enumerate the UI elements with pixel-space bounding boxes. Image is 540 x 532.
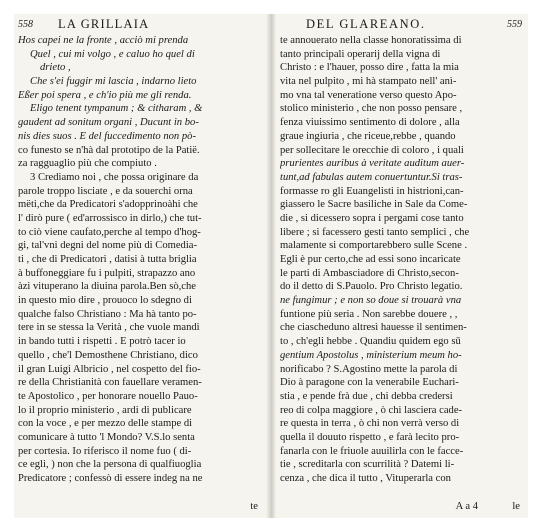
text-line: Egli è pur certo,che ad essi sono incaricate xyxy=(280,254,461,265)
left-catchword: te xyxy=(250,501,258,512)
text-line: Che s'ei fuggir mi lascia , indarno lieto xyxy=(30,76,197,88)
text-line: stia , e pende frà due , chi debba credersi xyxy=(280,390,453,402)
text-line: to ciò viene caufato,perche al tempo d'hog- xyxy=(18,226,201,238)
text-line: in bando tutti i rispetti . E potrò tacer io xyxy=(18,336,186,348)
text-line: lo il proprio ministerio , ardi di publicare xyxy=(18,404,192,416)
text-line: libere ; si facessero gesti tanto semplici , che xyxy=(280,226,470,238)
text-line: Eligo tenent tympanum ; & citharam , & xyxy=(30,103,203,115)
text-line: in questo mio dire , prouoco lo sdegno di xyxy=(18,295,192,307)
left-running-title: LA GRILLAIA xyxy=(58,17,150,31)
text-line: le parti di Ambasciadore di Christo,secon- xyxy=(280,267,459,279)
text-line: Dio à paragone con la venerabile Euchari- xyxy=(280,377,459,389)
left-page xyxy=(14,14,266,518)
text-line: ti , che di Predicatori , datisi à tutta briglia xyxy=(18,254,197,265)
text-line: tanto principali operarij della vigna di xyxy=(280,48,441,60)
text-line: con la voce , e per mezzo delle stampe di xyxy=(18,418,193,430)
text-line: tie , screditarla con scurrilità ? Datemi li- xyxy=(280,459,455,471)
right-signature-mark: A a 4 xyxy=(455,501,478,512)
text-line: Hos capei ne la fronte , acciò mi prenda xyxy=(18,35,189,46)
text-line: che ciascheduno altresì hauesse il sentimen- xyxy=(280,322,467,334)
text-line: prurientes auribus à veritate auditum auer- xyxy=(280,158,465,170)
text-line: Predicatore ; confessò di essere indeg na ne xyxy=(18,473,203,484)
text-line: fenza viuissimo sentimento di dolore , alla xyxy=(280,117,460,129)
left-page-body xyxy=(14,34,266,486)
text-line: norificabo ? S.Agostino mette la parola di xyxy=(280,363,458,375)
right-catchword: le xyxy=(512,501,520,512)
text-line: nis dies suos . E del fuccedimento non pò- xyxy=(18,130,197,142)
text-line: per cortesia. Io riferisco il nome fuo ( di- xyxy=(18,445,192,457)
text-line: vita nel pulpito , mi hà stampato nell' anì- xyxy=(280,76,457,88)
text-line: Quel , cui mi volgo , e caluo ho quel di xyxy=(30,48,195,60)
text-line: Christo : e l'hauer, posso dire , fatta la mia xyxy=(280,62,459,74)
right-page-number: 559 xyxy=(507,19,522,30)
right-page xyxy=(276,14,528,518)
text-line: re questa in terra , ò chi non verrà verso di xyxy=(280,418,460,430)
book-gutter xyxy=(266,14,276,518)
left-page-header xyxy=(14,14,266,34)
text-line: per sollecitare le orecchie di coloro , i quali xyxy=(280,144,464,156)
text-line: funtione più seria . Non sarebbe douere , , xyxy=(280,308,458,320)
text-line: stolico ministerio , che non posso pensare , xyxy=(280,103,463,115)
text-line: malamente si comportarebbero sulle Scene . xyxy=(280,240,468,252)
text-line: reo di colpa maggiore , ò chi lasciera cade- xyxy=(280,404,463,416)
text-line: Eßer poi spera , e ch'io più me gli renda. xyxy=(18,89,192,101)
text-line: te Apostolico , per honorare nouello Pauo- xyxy=(18,390,198,402)
text-line: 3 Crediamo noi , che possa originare da xyxy=(30,171,199,183)
right-page-body xyxy=(276,34,528,486)
text-line: tere in se stessa la Verità , che vuole mandi xyxy=(18,322,200,334)
text-line: cenza , che dica il tutto , Vituperarla con xyxy=(280,473,451,484)
text-line: ne fungimur ; e non so doue si trouarà vna xyxy=(280,295,462,307)
text-line: te annouerato nella classe honoratissima di xyxy=(280,35,462,46)
text-line: formasse ro gli Euangelisti in histrioni,can- xyxy=(280,185,464,197)
text-line: àzi vituperano la diuina parola.Ben sò,che xyxy=(18,281,196,293)
text-line: drieto , xyxy=(40,62,71,74)
text-line: die , si dicessero sopra i pergami cose tanto xyxy=(280,212,464,224)
text-line: à buffoneggiare fu i pulpiti, strapazzo ano xyxy=(18,267,196,279)
text-line: comunicare à tutto 'l Mondo? V.S.lo senta xyxy=(18,431,195,443)
text-line: gaudent ad sonitum organi , Ducunt in bo- xyxy=(18,117,199,129)
text-line: il gran Luigi Albricio , nel cospetto del fio- xyxy=(18,363,201,375)
right-running-title: DEL GLAREANO. xyxy=(306,17,426,31)
text-line: parole troppo lisciate , e da souerchi orna xyxy=(18,185,193,197)
text-line: giassero le Sacre basiliche in Sale da Come- xyxy=(280,199,468,211)
text-line: mo vna tal veneratione verso questo Apo- xyxy=(280,89,457,101)
text-line: gi, tal'vni degni del nome più di Comedia- xyxy=(18,240,198,252)
text-line: mëti,che da Predicatori s'adopprinoàhi che xyxy=(18,199,198,211)
text-line: to , ch'egli hebbe . Quandiu quidem ego sū xyxy=(280,336,461,348)
text-line: gentium Apostolus , ministerium meum ho- xyxy=(280,349,462,361)
text-line: graue ingiuria , che riceue,rebbe , quando xyxy=(280,130,456,142)
text-line: fanarla con le friuole auuilirla con le facce- xyxy=(280,445,464,457)
left-page-number: 558 xyxy=(18,19,33,30)
text-line: qualche falso Christiano : Ma hà tanto po- xyxy=(18,308,197,320)
text-line: tunt,ad fabulas autem conuertuntur.Si tras- xyxy=(280,171,463,183)
text-line: co funesto se n'hà dal prototipo de la Patië. xyxy=(18,144,200,156)
text-line: quello , che'l Demosthene Christiano, dico xyxy=(18,349,198,361)
text-line: l' dirò pure ( ed'arrossisco in dirlo,) che tut- xyxy=(18,212,202,224)
text-line: ce egli, ) non che la persona di qualfiuoglia xyxy=(18,459,202,471)
text-line: re della Christianità con fauellare veramen- xyxy=(18,377,202,389)
right-page-header xyxy=(276,14,528,34)
text-line: do il detto di S.Pauolo. Pro Christo legatio. xyxy=(280,281,463,293)
text-line: za ragguaglio più che compiuto . xyxy=(18,158,157,170)
text-line: quella il douuto rispetto , e farà lecito pro- xyxy=(280,431,460,443)
